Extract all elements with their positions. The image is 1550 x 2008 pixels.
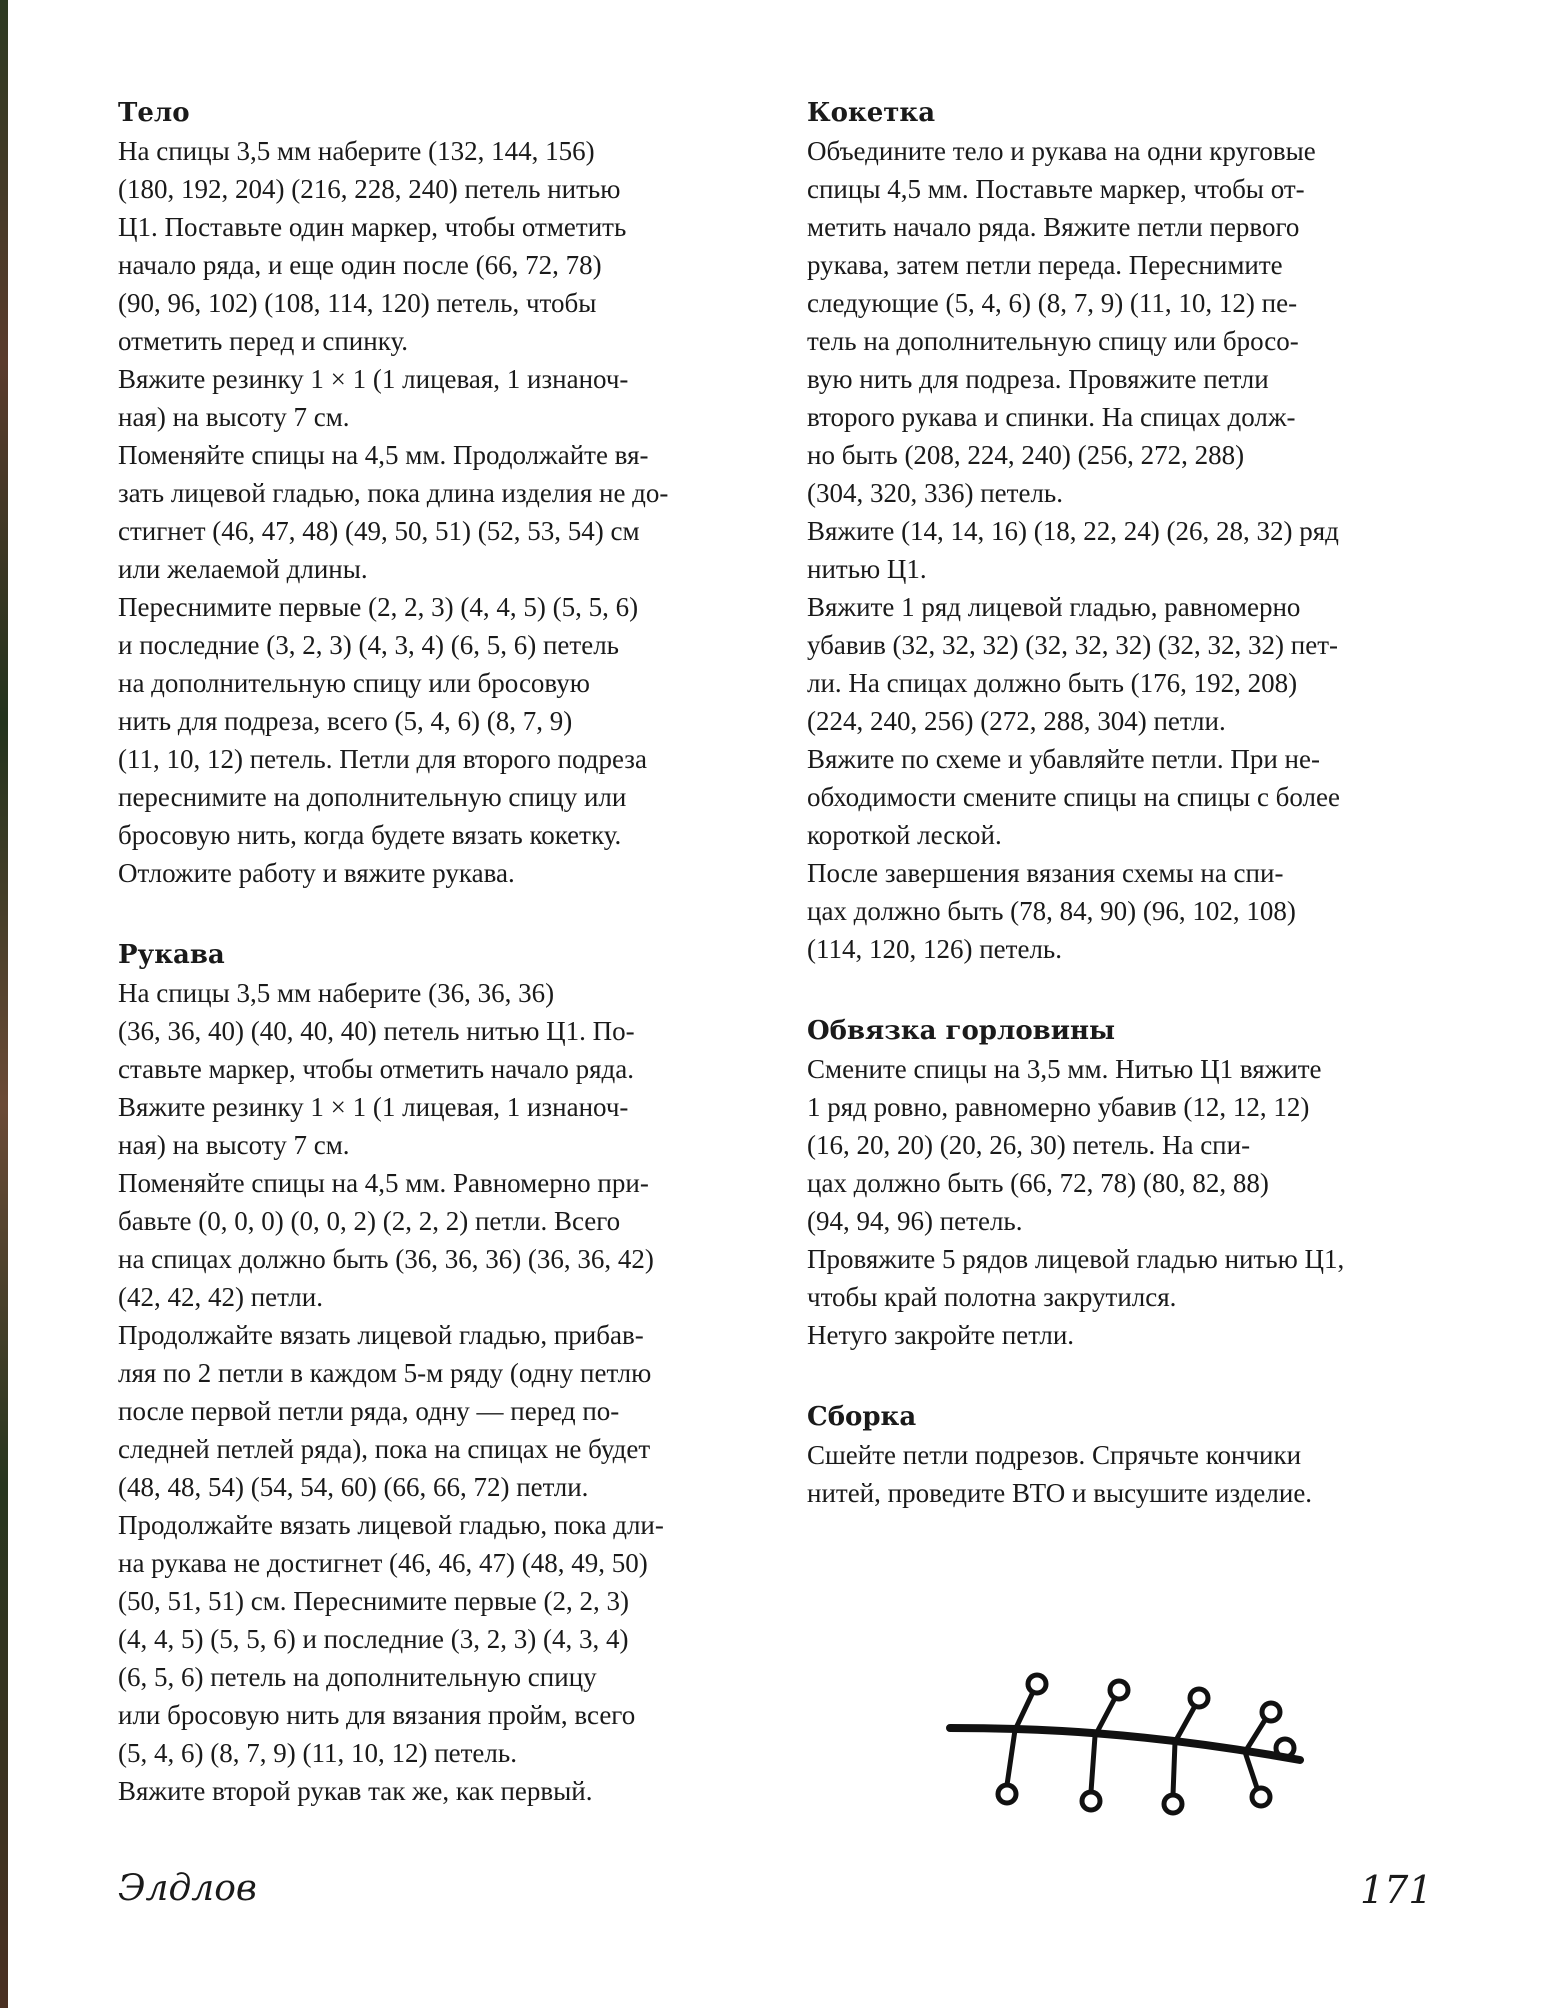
section-title: Сборка: [807, 1402, 917, 1432]
section-text: На спицы 3,5 мм наберите (36, 36, 36) (36, 36, 40) (40, 40, 40) петель нитью Ц1. По- ставьте маркер, чтобы отметить начало ряда. Вяжите резинку 1 × 1 (1 лицевая, 1 изнаноч- ная) на высоту 7 см. Поменяйте спицы на 4,5 мм. Равномерно при- бавьте (0, 0, 0) (0, 0, 2) (2, 2, 2) петли. Всего на спицах должно быть (36, 36, 36) (36, 36, 42) (42, 42, 42) петли. Продолжайте вязать лицевой гладью, прибав- ляя по 2 петли в каждом 5-м ряду (одну петлю после первой петли ряда, одну — перед по- следней петлей ряда), пока на спицах не будет (48, 48, 54) (54, 54, 60) (66, 66, 72) петли. Продолжайте вязать лицевой гладью, пока дли- на рукава не достигнет (46, 46, 47) (48, 49, 50) (50, 51, 51) см. Переснимите первые (2, 2, 3) (4, 4, 5) (5, 5, 6) и последние (3, 2, 3) (4, 3, 4) (6, 5, 6) петель на дополнительную спицу или бросовую нить для вязания пройм, всего (5, 4, 6) (8, 7, 9) (11, 10, 12) петель. Вяжите второй рукав так же, как первый.: [118, 978, 664, 1806]
sprig-icon: [945, 1670, 1315, 1830]
page-edge-photo-strip: [0, 0, 8, 2008]
section-title: Кокетка: [807, 98, 936, 128]
section-text: Смените спицы на 3,5 мм. Нитью Ц1 вяжите 1 ряд ровно, равномерно убавив (12, 12, 12) (16, 20, 20) (20, 26, 30) петель. На спи- цах должно быть (66, 72, 78) (80, 82, 88) (94, 94, 96) петель. Провяжите 5 рядов лицевой гладью нитью Ц1, чтобы край полотна закрутился. Нетуго закройте петли.: [807, 1054, 1345, 1350]
section-title: Обвязка горловины: [807, 1016, 1116, 1046]
section-assembly: [807, 1398, 1467, 1512]
section-sleeves: [118, 936, 778, 1810]
section-body: [118, 94, 778, 892]
section-text: Объедините тело и рукава на одни круговые спицы 4,5 мм. Поставьте маркер, чтобы от- метить начало ряда. Вяжите петли первого рукава, затем петли переда. Переснимите следующие (5, 4, 6) (8, 7, 9) (11, 10, 12) пе- тель на дополнительную спицу или бросо- вую нить для подреза. Провяжите петли второго рукава и спинки. На спицах долж- но быть (208, 224, 240) (256, 272, 288) (304, 320, 336) петель. Вяжите (14, 14, 16) (18, 22, 24) (26, 28, 32) ряд нитью Ц1. Вяжите 1 ряд лицевой гладью, равномерно убавив (32, 32, 32) (32, 32, 32) (32, 32, 32) пет- ли. На спицах должно быть (176, 192, 208) (224, 240, 256) (272, 288, 304) петли. Вяжите по схеме и убавляйте петли. При не- обходимости смените спицы на спицы с более короткой леской. После завершения вязания схемы на спи- цах должно быть (78, 84, 90) (96, 102, 108) (114, 120, 126) петель.: [807, 136, 1340, 964]
section-title: Тело: [118, 98, 190, 128]
section-title: Рукава: [118, 940, 225, 970]
section-text: На спицы 3,5 мм наберите (132, 144, 156) (180, 192, 204) (216, 228, 240) петель нитью Ц1. Поставьте один маркер, чтобы отметить начало ряда, и еще один после (66, 72, 78) (90, 96, 102) (108, 114, 120) петель, чтобы отметить перед и спинку. Вяжите резинку 1 × 1 (1 лицевая, 1 изнаноч- ная) на высоту 7 см. Поменяйте спицы на 4,5 мм. Продолжайте вя- зать лицевой гладью, пока длина изделия не до- стигнет (46, 47, 48) (49, 50, 51) (52, 53, 54) см или желаемой длины. Переснимите первые (2, 2, 3) (4, 4, 5) (5, 5, 6) и последние (3, 2, 3) (4, 3, 4) (6, 5, 6) петель на дополнительную спицу или бросовую нить для подреза, всего (5, 4, 6) (8, 7, 9) (11, 10, 12) петель. Петли для второго подреза переснимите на дополнительную спицу или бросовую нить, когда будете вязать кокетку. Отложите работу и вяжите рукава.: [118, 136, 669, 888]
right-column: [807, 94, 1467, 1556]
page-number: 171: [1360, 1868, 1433, 1912]
section-neckband: [807, 1012, 1467, 1354]
pattern-name: Элдлов: [118, 1868, 257, 1909]
section-yoke: [807, 94, 1467, 968]
left-column: [118, 94, 778, 1854]
section-text: Сшейте петли подрезов. Спрячьте кончики нитей, проведите ВТО и высушите изделие.: [807, 1440, 1313, 1508]
